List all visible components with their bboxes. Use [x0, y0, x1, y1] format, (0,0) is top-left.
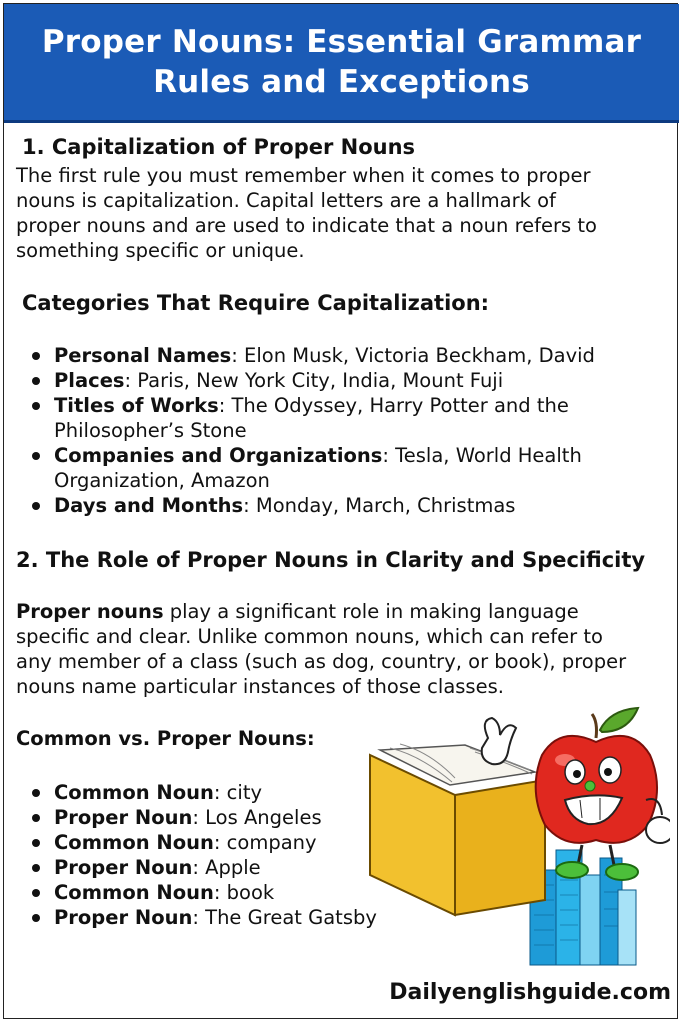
paragraph-line: nouns name particular instances of those classes. — [16, 675, 504, 698]
section2-heading: 2. The Role of Proper Nouns in Clarity and Specificity — [16, 548, 646, 572]
paragraph-text: play a significant role in making language — [163, 600, 579, 623]
section2-paragraph — [16, 599, 626, 699]
list-text-continued: Philosopher’s Stone — [54, 419, 247, 442]
categories-list — [16, 343, 595, 518]
list-text: : Tesla, World Health — [382, 444, 582, 467]
paragraph-bold: Proper nouns — [16, 600, 164, 623]
open-book-icon — [370, 744, 545, 915]
list-text: : Paris, New York City, India, Mount Fuji — [124, 369, 504, 392]
list-term: Proper Noun — [54, 856, 193, 879]
list-item — [16, 493, 595, 518]
list-item — [16, 780, 377, 805]
list-term: Personal Names — [54, 344, 232, 367]
title-line-1: Proper Nouns: Essential Grammar — [41, 24, 642, 60]
list-item — [16, 805, 377, 830]
list-text: : The Odyssey, Harry Potter and the — [218, 394, 569, 417]
compare-list — [16, 780, 377, 930]
list-term: Places — [54, 369, 125, 392]
paragraph-line: The first rule you must remember when it comes to proper — [16, 164, 591, 187]
list-item — [16, 368, 595, 393]
list-item — [16, 343, 595, 368]
paragraph-line: nouns is capitalization. Capital letters are a hallmark of — [16, 189, 556, 212]
list-text: : city — [213, 781, 262, 804]
section1-heading: 1. Capitalization of Proper Nouns — [22, 135, 416, 159]
list-item — [16, 855, 377, 880]
categories-heading: Categories That Require Capitalization: — [22, 291, 490, 315]
list-term: Companies and Organizations — [54, 444, 383, 467]
list-text: : Apple — [192, 856, 261, 879]
paragraph-line: something specific or unique. — [16, 239, 305, 262]
list-term: Days and Months — [54, 494, 244, 517]
list-item — [16, 393, 595, 443]
list-item — [16, 443, 595, 493]
list-term: Titles of Works — [54, 394, 219, 417]
title-banner — [4, 4, 679, 123]
list-term: Common Noun — [54, 781, 214, 804]
paragraph-line: specific and clear. Unlike common nouns, which can refer to — [16, 625, 603, 648]
list-term: Common Noun — [54, 831, 214, 854]
footer-site-name: Dailyenglishguide.com — [389, 980, 671, 1005]
paragraph-line: any member of a class (such as dog, country, or book), proper — [16, 650, 627, 673]
list-item — [16, 905, 377, 930]
list-item — [16, 880, 377, 905]
paragraph-line — [16, 599, 626, 624]
title-line-2: Rules and Exceptions — [153, 64, 530, 100]
list-term: Proper Noun — [54, 806, 193, 829]
list-text: : Los Angeles — [192, 806, 322, 829]
list-text: : Monday, March, Christmas — [243, 494, 516, 517]
apple-book-illustration — [360, 700, 670, 970]
list-item — [16, 830, 377, 855]
section1-paragraph — [16, 163, 597, 263]
list-text: : company — [213, 831, 317, 854]
ok-hand-icon — [482, 718, 516, 764]
compare-heading: Common vs. Proper Nouns: — [16, 727, 315, 750]
list-term: Proper Noun — [54, 906, 193, 929]
list-text: : Elon Musk, Victoria Beckham, David — [231, 344, 595, 367]
list-text-continued: Organization, Amazon — [54, 469, 270, 492]
list-text: : The Great Gatsby — [192, 906, 377, 929]
paragraph-line: proper nouns and are used to indicate that a noun refers to — [16, 214, 597, 237]
list-text: : book — [213, 881, 275, 904]
list-term: Common Noun — [54, 881, 214, 904]
